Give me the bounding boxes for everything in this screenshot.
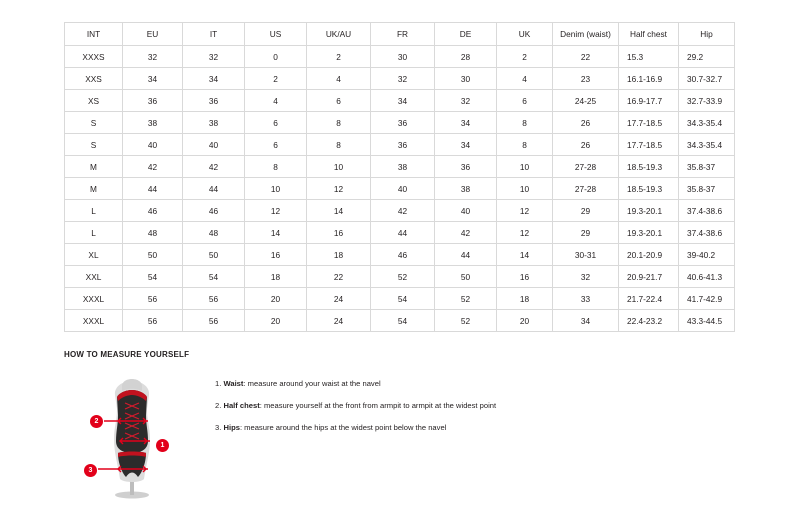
cell-de: 28	[435, 46, 497, 68]
column-header-de: DE	[435, 23, 497, 46]
mannequin-illustration	[64, 369, 199, 499]
cell-int: S	[65, 112, 123, 134]
measure-term-waist: Waist	[223, 379, 244, 388]
measure-text-half-chest: : measure yourself at the front from armpit to armpit at the widest point	[259, 401, 497, 411]
cell-denim-waist: 24-25	[553, 90, 619, 112]
cell-half-chest: 20.9-21.7	[619, 266, 679, 288]
column-header-it: IT	[183, 23, 245, 46]
cell-hip: 29.2	[679, 46, 735, 68]
cell-int: XXS	[65, 68, 123, 90]
cell-uk: 10	[497, 156, 553, 178]
cell-half-chest: 18.5-19.3	[619, 156, 679, 178]
table-row	[65, 178, 735, 200]
cell-denim-waist: 34	[553, 310, 619, 332]
cell-int: M	[65, 178, 123, 200]
cell-hip: 39-40.2	[679, 244, 735, 266]
measure-term-half-chest: Half chest	[223, 401, 260, 411]
cell-it: 50	[183, 244, 245, 266]
cell-fr: 42	[371, 200, 435, 222]
measure-instructions-list	[215, 369, 496, 445]
cell-fr: 40	[371, 178, 435, 200]
cell-fr: 54	[371, 310, 435, 332]
cell-denim-waist: 33	[553, 288, 619, 310]
cell-eu: 34	[123, 68, 183, 90]
measure-instruction-hips	[215, 423, 496, 432]
cell-fr: 30	[371, 46, 435, 68]
cell-uk-au: 24	[307, 288, 371, 310]
cell-eu: 36	[123, 90, 183, 112]
cell-uk: 20	[497, 310, 553, 332]
cell-de: 30	[435, 68, 497, 90]
cell-eu: 48	[123, 222, 183, 244]
cell-de: 52	[435, 310, 497, 332]
cell-uk-au: 10	[307, 156, 371, 178]
cell-us: 18	[245, 266, 307, 288]
cell-hip: 35.8-37	[679, 178, 735, 200]
measure-instruction-waist	[215, 379, 496, 388]
cell-de: 38	[435, 178, 497, 200]
cell-us: 12	[245, 200, 307, 222]
cell-it: 34	[183, 68, 245, 90]
cell-int: L	[65, 222, 123, 244]
cell-uk-au: 22	[307, 266, 371, 288]
table-row	[65, 68, 735, 90]
cell-half-chest: 19.3-20.1	[619, 200, 679, 222]
cell-hip: 37.4-38.6	[679, 222, 735, 244]
cell-de: 36	[435, 156, 497, 178]
cell-uk: 8	[497, 112, 553, 134]
column-header-hip: Hip	[679, 23, 735, 46]
table-header-row	[65, 23, 735, 46]
column-header-half-chest: Half chest	[619, 23, 679, 46]
measure-term-hips: Hips	[223, 423, 240, 433]
column-header-uk: UK	[497, 23, 553, 46]
cell-uk-au: 16	[307, 222, 371, 244]
how-to-measure-title: HOW TO MEASURE YOURSELF	[64, 350, 190, 359]
cell-us: 20	[245, 310, 307, 332]
cell-fr: 46	[371, 244, 435, 266]
cell-eu: 56	[123, 310, 183, 332]
cell-uk: 12	[497, 200, 553, 222]
cell-eu: 40	[123, 134, 183, 156]
cell-de: 44	[435, 244, 497, 266]
cell-int: M	[65, 156, 123, 178]
measure-number-1: 1.	[215, 379, 222, 388]
marker-1: 1	[156, 439, 169, 452]
cell-denim-waist: 27-28	[553, 178, 619, 200]
size-chart-table-wrapper	[64, 22, 734, 332]
cell-half-chest: 15.3	[619, 46, 679, 68]
cell-uk-au: 6	[307, 90, 371, 112]
cell-denim-waist: 30-31	[553, 244, 619, 266]
marker-2: 2	[90, 415, 103, 428]
cell-it: 56	[183, 310, 245, 332]
cell-int: XL	[65, 244, 123, 266]
cell-it: 36	[183, 90, 245, 112]
cell-half-chest: 16.1-16.9	[619, 68, 679, 90]
cell-hip: 43.3-44.5	[679, 310, 735, 332]
cell-us: 2	[245, 68, 307, 90]
cell-uk-au: 2	[307, 46, 371, 68]
cell-us: 6	[245, 134, 307, 156]
cell-uk: 4	[497, 68, 553, 90]
cell-hip: 37.4-38.6	[679, 200, 735, 222]
table-row	[65, 288, 735, 310]
cell-uk: 14	[497, 244, 553, 266]
cell-uk: 8	[497, 134, 553, 156]
table-row	[65, 112, 735, 134]
cell-uk: 2	[497, 46, 553, 68]
cell-it: 42	[183, 156, 245, 178]
cell-denim-waist: 29	[553, 222, 619, 244]
table-row	[65, 244, 735, 266]
cell-hip: 32.7-33.9	[679, 90, 735, 112]
size-chart-table	[64, 22, 735, 332]
cell-uk: 12	[497, 222, 553, 244]
cell-denim-waist: 32	[553, 266, 619, 288]
cell-de: 34	[435, 134, 497, 156]
cell-hip: 30.7-32.7	[679, 68, 735, 90]
table-row	[65, 310, 735, 332]
cell-us: 4	[245, 90, 307, 112]
table-row	[65, 134, 735, 156]
mannequin-figure	[64, 369, 199, 499]
measure-text-hips: : measure around the hips at the widest point below the navel	[239, 423, 447, 433]
column-header-us: US	[245, 23, 307, 46]
cell-eu: 54	[123, 266, 183, 288]
column-header-int: INT	[65, 23, 123, 46]
cell-us: 6	[245, 112, 307, 134]
cell-denim-waist: 27-28	[553, 156, 619, 178]
cell-hip: 34.3-35.4	[679, 134, 735, 156]
table-header	[65, 23, 735, 46]
cell-fr: 34	[371, 90, 435, 112]
cell-de: 42	[435, 222, 497, 244]
cell-int: L	[65, 200, 123, 222]
cell-int: S	[65, 134, 123, 156]
cell-us: 20	[245, 288, 307, 310]
cell-de: 50	[435, 266, 497, 288]
cell-fr: 54	[371, 288, 435, 310]
cell-int: XS	[65, 90, 123, 112]
table-row	[65, 222, 735, 244]
cell-it: 40	[183, 134, 245, 156]
cell-us: 14	[245, 222, 307, 244]
cell-uk-au: 24	[307, 310, 371, 332]
table-row	[65, 156, 735, 178]
cell-int: XXL	[65, 266, 123, 288]
cell-eu: 42	[123, 156, 183, 178]
cell-hip: 41.7-42.9	[679, 288, 735, 310]
cell-hip: 35.8-37	[679, 156, 735, 178]
cell-int: XXXL	[65, 310, 123, 332]
cell-denim-waist: 23	[553, 68, 619, 90]
column-header-fr: FR	[371, 23, 435, 46]
cell-fr: 32	[371, 68, 435, 90]
cell-uk-au: 18	[307, 244, 371, 266]
cell-eu: 32	[123, 46, 183, 68]
cell-denim-waist: 26	[553, 134, 619, 156]
cell-us: 10	[245, 178, 307, 200]
cell-uk-au: 4	[307, 68, 371, 90]
how-to-measure-section	[64, 350, 734, 499]
cell-it: 48	[183, 222, 245, 244]
cell-half-chest: 20.1-20.9	[619, 244, 679, 266]
cell-uk-au: 12	[307, 178, 371, 200]
cell-us: 8	[245, 156, 307, 178]
cell-de: 52	[435, 288, 497, 310]
table-row	[65, 90, 735, 112]
measure-text-waist: : measure around your waist at the navel	[243, 379, 381, 388]
cell-eu: 56	[123, 288, 183, 310]
table-row	[65, 200, 735, 222]
cell-half-chest: 16.9-17.7	[619, 90, 679, 112]
cell-it: 54	[183, 266, 245, 288]
cell-fr: 52	[371, 266, 435, 288]
cell-eu: 46	[123, 200, 183, 222]
cell-hip: 40.6-41.3	[679, 266, 735, 288]
how-to-measure-body	[64, 369, 734, 499]
cell-int: XXXS	[65, 46, 123, 68]
cell-de: 32	[435, 90, 497, 112]
cell-it: 46	[183, 200, 245, 222]
cell-fr: 44	[371, 222, 435, 244]
table-row	[65, 46, 735, 68]
cell-hip: 34.3-35.4	[679, 112, 735, 134]
column-header-eu: EU	[123, 23, 183, 46]
cell-uk-au: 14	[307, 200, 371, 222]
cell-de: 34	[435, 112, 497, 134]
cell-uk-au: 8	[307, 134, 371, 156]
cell-half-chest: 17.7-18.5	[619, 112, 679, 134]
cell-half-chest: 17.7-18.5	[619, 134, 679, 156]
cell-it: 38	[183, 112, 245, 134]
cell-uk: 10	[497, 178, 553, 200]
cell-it: 32	[183, 46, 245, 68]
cell-denim-waist: 22	[553, 46, 619, 68]
table-row	[65, 266, 735, 288]
column-header-denim-waist: Denim (waist)	[553, 23, 619, 46]
cell-fr: 36	[371, 134, 435, 156]
cell-half-chest: 22.4-23.2	[619, 310, 679, 332]
cell-half-chest: 21.7-22.4	[619, 288, 679, 310]
cell-half-chest: 18.5-19.3	[619, 178, 679, 200]
cell-uk: 18	[497, 288, 553, 310]
cell-denim-waist: 29	[553, 200, 619, 222]
cell-it: 44	[183, 178, 245, 200]
cell-de: 40	[435, 200, 497, 222]
cell-int: XXXL	[65, 288, 123, 310]
cell-eu: 38	[123, 112, 183, 134]
measure-number-2: 2.	[215, 401, 222, 411]
marker-3: 3	[84, 464, 97, 477]
cell-uk: 16	[497, 266, 553, 288]
cell-it: 56	[183, 288, 245, 310]
cell-eu: 44	[123, 178, 183, 200]
measure-number-3: 3.	[215, 423, 222, 433]
cell-us: 16	[245, 244, 307, 266]
column-header-uk-au: UK/AU	[307, 23, 371, 46]
cell-eu: 50	[123, 244, 183, 266]
cell-uk: 6	[497, 90, 553, 112]
cell-half-chest: 19.3-20.1	[619, 222, 679, 244]
cell-denim-waist: 26	[553, 112, 619, 134]
table-body	[65, 46, 735, 332]
measure-instruction-half-chest	[215, 401, 496, 410]
cell-us: 0	[245, 46, 307, 68]
cell-uk-au: 8	[307, 112, 371, 134]
cell-fr: 38	[371, 156, 435, 178]
cell-fr: 36	[371, 112, 435, 134]
